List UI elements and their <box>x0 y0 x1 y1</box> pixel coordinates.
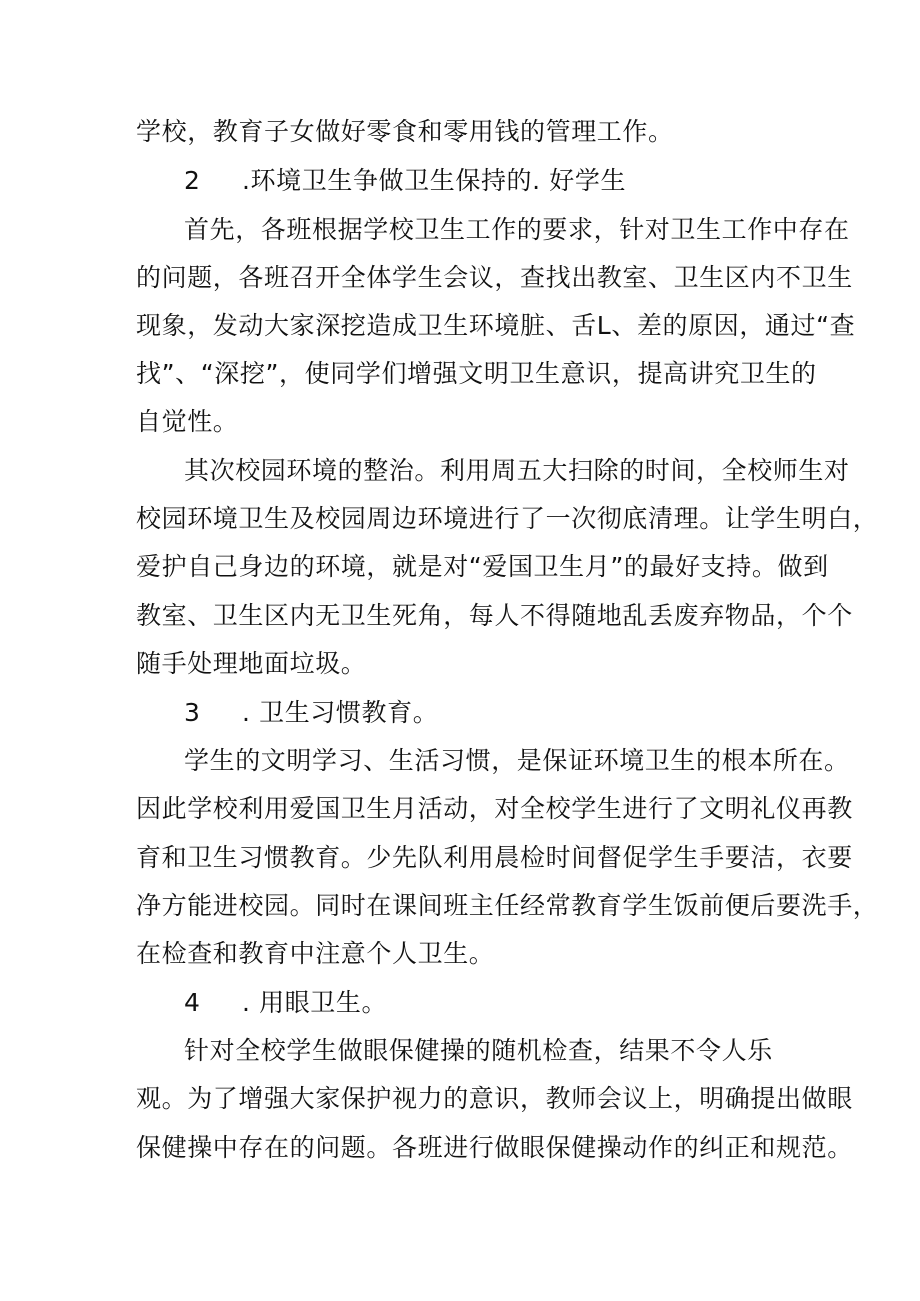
text-line: 自觉性。 <box>136 407 239 436</box>
text-line: 找”、“深挖”，使同学们增强文明卫生意识，提高讲究卫生的 <box>136 359 817 388</box>
text-line: 教室、卫生区内无卫生死角，每人不得随地乱丢废弃物品，个个 <box>136 601 853 630</box>
text-line: 因此学校利用爱国卫生月活动，对全校学生进行了文明礼仪再教 <box>136 794 853 823</box>
text-line: 观。为了增强大家保护视力的意识，教师会议上，明确提出做眼 <box>136 1084 853 1113</box>
text-line: 育和卫生习惯教育。少先队利用晨检时间督促学生手要洁，衣要 <box>136 843 853 872</box>
text-line: 保健操中存在的问题。各班进行做眼保健操动作的纠正和规范。 <box>136 1133 853 1162</box>
section-title: . 用眼卫生。 <box>242 988 388 1017</box>
text-line: 在检查和教育中注意个人卫生。 <box>136 939 495 968</box>
section-title: . 卫生习惯教育。 <box>242 698 439 727</box>
section-number: 3 <box>184 698 201 727</box>
text-line: 针对全校学生做眼保健操的随机检查，结果不令人乐 <box>184 1036 773 1065</box>
text-line: 校园环境卫生及校园周边环境进行了一次彻底清理。让学生明白， <box>136 504 879 533</box>
text-line: 学校，教育子女做好零食和零用钱的管理工作。 <box>136 117 674 146</box>
text-line: 净方能进校园。同时在课间班主任经常教育学生饭前便后要洗手， <box>136 891 879 920</box>
section-heading-3 <box>184 695 438 731</box>
section-number: 4 <box>184 988 201 1017</box>
section-heading-2 <box>184 163 626 199</box>
section-heading-4 <box>184 985 387 1021</box>
text-line: 随手处理地面垃圾。 <box>136 649 367 678</box>
text-line: 首先，各班根据学校卫生工作的要求，针对卫生工作中存在 <box>184 215 850 244</box>
section-number: 2 <box>184 166 201 195</box>
section-title: .环境卫生争做卫生保持的. 好学生 <box>242 166 627 195</box>
text-line: 学生的文明学习、生活习惯，是保证环境卫生的根本所在。 <box>184 746 850 775</box>
text-line: 爱护自己身边的环境，就是对“爱国卫生月”的最好支持。做到 <box>136 552 829 581</box>
text-line: 其次校园环境的整治。利用周五大扫除的时间，全校师生对 <box>184 456 850 485</box>
text-line: 的问题，各班召开全体学生会议，查找出教室、卫生区内不卫生 <box>136 263 853 292</box>
text-line: 现象，发动大家深挖造成卫生环境脏、舌L、差的原因，通过“查 <box>136 311 856 340</box>
